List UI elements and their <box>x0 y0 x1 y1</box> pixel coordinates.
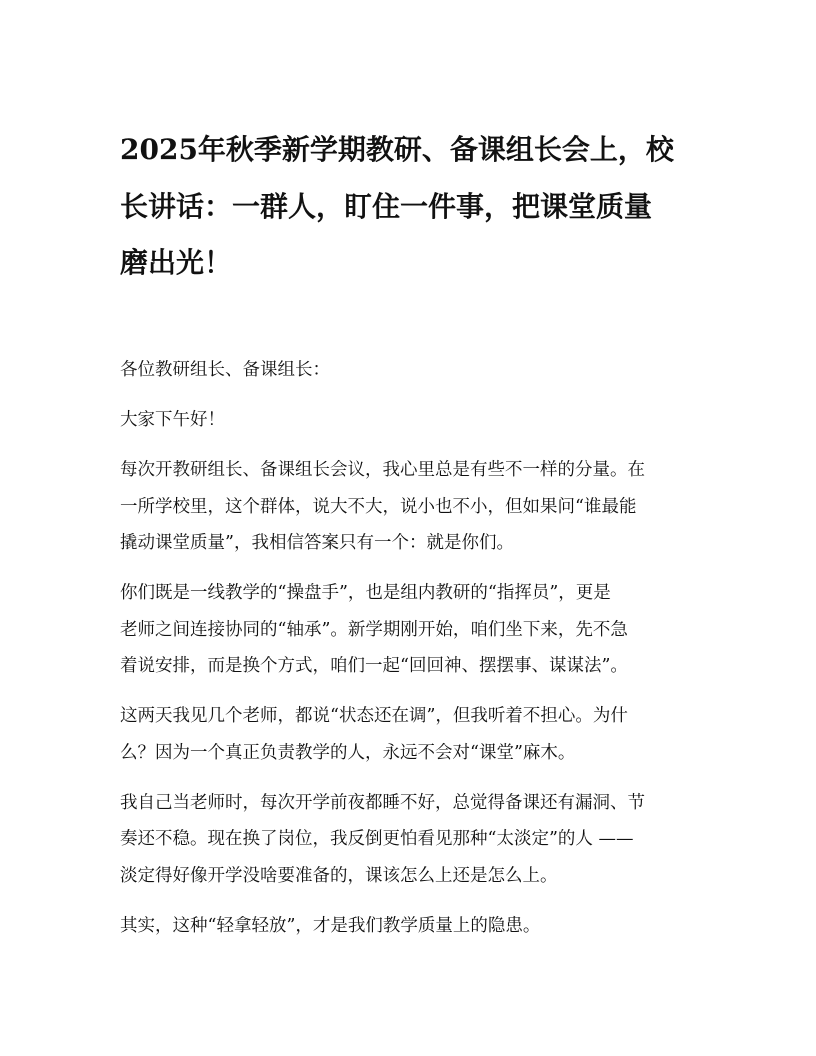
document-body <box>120 352 720 958</box>
document-title <box>120 122 720 292</box>
title-line: 磨出光！ <box>120 246 233 279</box>
text-line: 淡定得好像开学没啥要准备的，课该怎么上还是怎么上。 <box>120 865 558 886</box>
salutation <box>120 352 720 389</box>
text-line: 大家下午好！ <box>120 410 225 430</box>
text-line: 么？因为一个真正负责教学的人，永远不会对“课堂”麻木。 <box>120 742 576 763</box>
text-line: 其实，这种“轻拿轻放”，才是我们教学质量上的隐患。 <box>120 915 541 936</box>
text-line: 着说安排，而是换个方式，咱们一起“回回神、摆摆事、谋谋法”。 <box>120 656 628 676</box>
paragraph <box>120 575 720 685</box>
text-line: 老师之间连接协同的“轴承”。新学期刚开始，咱们坐下来，先不急 <box>120 619 628 640</box>
text-line: 一所学校里，这个群体，说大不大，说小也不小，但如果问“谁最能 <box>120 496 637 517</box>
text-line: 我自己当老师时，每次开学前夜都睡不好，总觉得备课还有漏洞、节 <box>120 792 645 813</box>
text-line: 每次开教研组长、备课组长会议，我心里总是有些不一样的分量。在 <box>120 460 645 480</box>
text-line: 你们既是一线教学的“操盘手”，也是组内教研的“指挥员”，更是 <box>120 583 611 603</box>
paragraph <box>120 785 720 895</box>
title-line: 2025年秋季新学期教研、备课组长会上，校 <box>120 133 674 166</box>
text-line: 各位教研组长、备课组长： <box>120 360 330 380</box>
text-line: 撬动课堂质量”，我相信答案只有一个：就是你们。 <box>120 533 514 553</box>
title-line: 长讲话：一群人，盯住一件事，把课堂质量 <box>120 189 653 223</box>
text-line: 这两天我见几个老师，都说“状态还在调”，但我听着不担心。为什 <box>120 706 628 726</box>
paragraph <box>120 452 720 562</box>
paragraph <box>120 908 720 945</box>
paragraph <box>120 698 720 771</box>
greeting <box>120 402 720 439</box>
text-line: 奏还不稳。现在换了岗位，我反倒更怕看见那种“太淡定”的人 —— <box>120 829 634 849</box>
